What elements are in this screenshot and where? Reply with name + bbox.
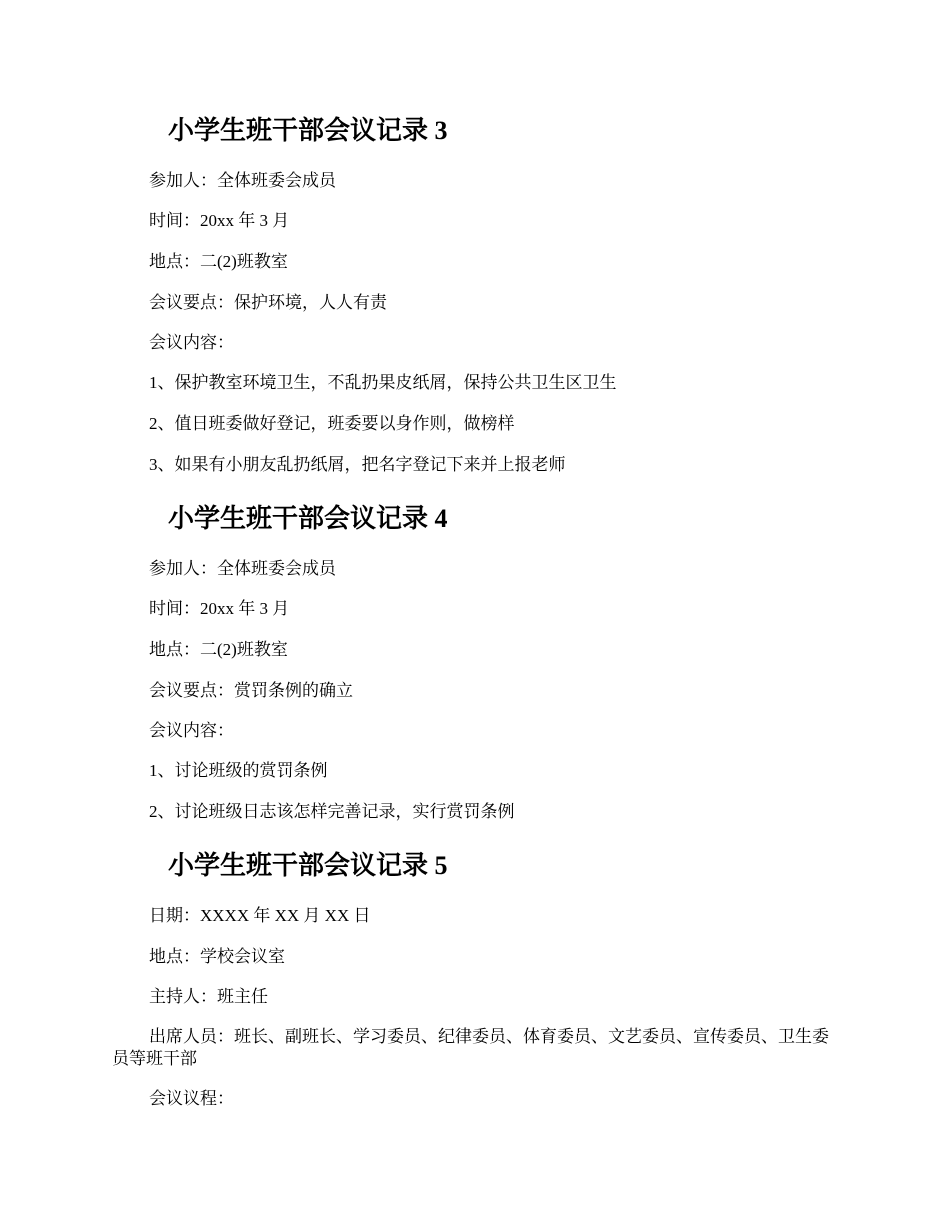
agenda-point-line: 会议要点：保护环境，人人有责 <box>149 293 387 312</box>
time-line: 时间：20xx 年 3 月 <box>149 211 290 230</box>
content-item: 3、如果有小朋友乱扔纸屑，把名字登记下来并上报老师 <box>149 455 566 474</box>
date-line: 日期：XXXX 年 XX 月 XX 日 <box>149 906 371 925</box>
host-line: 主持人：班主任 <box>149 987 268 1006</box>
section-heading: 小学生班干部会议记录 4 <box>168 504 448 533</box>
location-line: 地点：学校会议室 <box>149 947 285 966</box>
location-line: 地点：二(2)班教室 <box>149 640 288 659</box>
content-item: 2、讨论班级日志该怎样完善记录，实行赏罚条例 <box>149 802 515 821</box>
content-item: 1、讨论班级的赏罚条例 <box>149 761 328 780</box>
time-line: 时间：20xx 年 3 月 <box>149 599 290 618</box>
content-item: 2、值日班委做好登记，班委要以身作则，做榜样 <box>149 414 515 433</box>
section-heading: 小学生班干部会议记录 3 <box>168 116 448 145</box>
attendees-line: 参加人：全体班委会成员 <box>149 559 336 578</box>
attendees-line: 出席人员：班长、副班长、学习委员、纪律委员、体育委员、文艺委员、宣传委员、卫生委员等班干部 <box>112 1027 829 1068</box>
content-label-line: 会议内容： <box>149 721 234 740</box>
location-line: 地点：二(2)班教室 <box>149 252 288 271</box>
content-label-line: 会议内容： <box>149 333 234 352</box>
section-heading: 小学生班干部会议记录 5 <box>168 851 448 880</box>
agenda-point-line: 会议要点：赏罚条例的确立 <box>149 681 353 700</box>
content-item: 1、保护教室环境卫生，不乱扔果皮纸屑，保持公共卫生区卫生 <box>149 373 617 392</box>
attendees-line: 参加人：全体班委会成员 <box>149 171 336 190</box>
agenda-label-line: 会议议程： <box>149 1089 234 1108</box>
